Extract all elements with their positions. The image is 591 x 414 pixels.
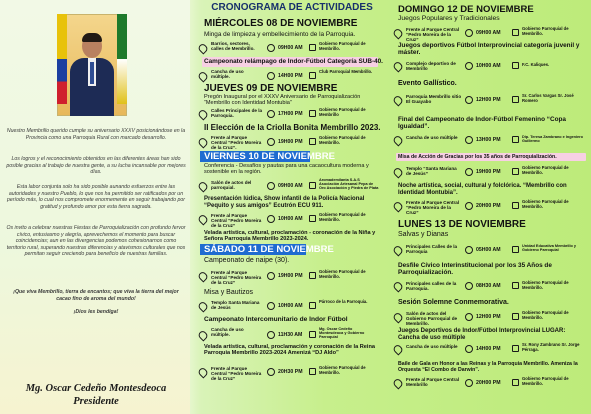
event-location: Parroquia Membrillo sitio El Guayabo bbox=[406, 94, 462, 105]
message-paragraph: Os invito a celebrar nuestras Fiestas de Parroquialización con profundo fervor cívico, entusiasmo y alegría, aprevechemos el momento para buscar coincidencias; aun en las divergencias podemos cohesionarnos como territorio rural, superando nuestras diferencias y atavismos culturales que nos permitan seguir creciendo para beneficio de nuestras familias. bbox=[6, 225, 186, 258]
organizer-icon bbox=[309, 72, 316, 79]
location-pin-icon bbox=[392, 377, 404, 389]
organizer-icon bbox=[512, 313, 519, 320]
event-location: Complejo deportivo de Membrillo bbox=[406, 61, 456, 72]
event-organizer: Club Parroquial Membrillo. bbox=[319, 69, 373, 74]
location-pin-icon bbox=[197, 136, 209, 148]
event-location: Templo “Santa Mariana de Jesús” bbox=[406, 166, 457, 177]
clock-icon bbox=[465, 379, 473, 387]
signature-name: Mg. Oscar Cedeño Montesdeoca bbox=[25, 383, 167, 394]
event-title: II Elección de la Criolla Bonita Membrillo 2023. bbox=[204, 123, 381, 132]
event-organizer: Párroco de la Parroquia. bbox=[319, 299, 368, 304]
organizer-icon bbox=[512, 246, 519, 253]
event-title: Campeonato de naipe (30). bbox=[204, 257, 290, 264]
clock-icon bbox=[267, 331, 275, 339]
clock-icon bbox=[267, 272, 275, 280]
event-location: Cancha de uso múltiple. bbox=[211, 327, 244, 338]
event-title: Final del Campeonato de Indor-Fútbol Femenino “Copa Igualdad”. bbox=[398, 116, 566, 130]
organizer-icon bbox=[309, 182, 316, 189]
location-pin-icon bbox=[197, 42, 209, 54]
day-heading: SÁBADO 11 DE NOVIEMBRE bbox=[204, 244, 334, 255]
location-pin-icon bbox=[197, 366, 209, 378]
organizer-icon bbox=[512, 29, 519, 36]
event-time: 10H00 AM bbox=[278, 303, 303, 309]
message-paragraph: Esta labor conjunta solo ha sido posible aunando esfuerzos entre las autoridades y nuestro Pueblo, lo que nos ha permitido ser ratificados por un período más, lo cual nos compromete enormemente en seguir trabajando por gratitud y profundo amor por esta tierra sagrada. bbox=[7, 184, 185, 210]
location-pin-icon bbox=[392, 244, 404, 256]
location-pin-icon bbox=[392, 200, 404, 212]
clock-icon bbox=[267, 138, 275, 146]
event-time: 19H00 PM bbox=[278, 139, 303, 145]
event-title: Misa y Bautizos bbox=[204, 289, 254, 296]
clock-icon bbox=[267, 44, 275, 52]
event-title: Pregón Inaugural por el XXXV Aniversario de Parroquialización “Membrillo con Identidad Montubia” bbox=[204, 94, 361, 107]
clock-icon bbox=[465, 345, 473, 353]
location-pin-icon bbox=[392, 134, 404, 146]
event-organizer: Gobierno Parroquial de Membrillo. bbox=[522, 165, 569, 175]
event-title: Noche artística, social, cultural y folclórica. “Membrillo con Identidad Montubia”. bbox=[398, 183, 567, 196]
event-time: 14H00 PM bbox=[278, 73, 303, 79]
event-organizer: Gobierno Parroquial de Membrillo. bbox=[319, 365, 366, 375]
event-title: Minga de limpieza y embellecimiento de la Parroquia. bbox=[204, 31, 356, 38]
event-time: 20H30 PM bbox=[278, 369, 303, 375]
blessing-line: ¡Dios les bendiga! bbox=[73, 309, 119, 315]
event-location: Frente al Parque Central “Pedro Moreira de la Cruz” bbox=[406, 27, 460, 43]
clock-icon bbox=[465, 62, 473, 70]
event-time: 13H00 PM bbox=[476, 137, 501, 143]
closing-paragraph: ¡Que viva Membrillo, tierra de encantos; que viva la tierra del mejor cacao fino de aroma del mundo! bbox=[13, 289, 179, 302]
event-time: 14H00 PM bbox=[476, 346, 501, 352]
location-pin-icon bbox=[392, 94, 404, 106]
event-location: Frente al Parque Central Membrillo bbox=[406, 377, 460, 388]
day-heading: VIERNES 10 DE NOVIEMBRE bbox=[204, 151, 335, 162]
event-organizer: Dip. Teresa Zambrano e Ingeniero Guillermo bbox=[522, 135, 583, 144]
flag-ecuador bbox=[57, 14, 67, 104]
clock-icon bbox=[465, 136, 473, 144]
clock-icon bbox=[465, 29, 473, 37]
location-pin-icon bbox=[392, 166, 404, 178]
clock-icon bbox=[465, 96, 473, 104]
event-organizer: Gobierno Parroquial de Membrillo. bbox=[319, 269, 366, 279]
schedule-column-b bbox=[392, 0, 588, 414]
page-title: CRONOGRAMA DE ACTIVIDADES bbox=[211, 2, 373, 13]
organizer-icon bbox=[512, 345, 519, 352]
event-time: 09H00 AM bbox=[476, 30, 501, 36]
event-organizer: Aromademilanta S.A.S Asociación Artesanal Pepa de Oro Asociación y Piedra de Plata bbox=[319, 178, 379, 191]
organizer-icon bbox=[309, 272, 316, 279]
event-organizer: Unidad Educativa Membrillo y Gobierno Parroquial bbox=[522, 244, 577, 253]
event-title: Conferencia - Desafíos y pautas para una cacaocultura moderna y sostenible en la región. bbox=[204, 163, 369, 176]
event-organizer: F.C. Kaliques. bbox=[522, 62, 550, 67]
event-title: Juegos Deportivos de Indor/Fútbol Interprovincial LUGAR: Cancha de uso múltiple bbox=[398, 328, 566, 341]
message-paragraph: Nuestro Membrillo querido cumple su aniversario XXXV posicionándose en la Provincia como una Parroquia Rural con marcado desarrollo. bbox=[6, 128, 186, 141]
event-time: 12H00 PM bbox=[476, 97, 501, 103]
event-location: Calles Principales de la Parroquia. bbox=[211, 108, 263, 119]
event-location: Principales calles de la Parroquia. bbox=[406, 281, 457, 292]
organizer-icon bbox=[512, 96, 519, 103]
clock-icon bbox=[267, 302, 275, 310]
location-pin-icon bbox=[197, 300, 209, 312]
location-pin-icon bbox=[197, 213, 209, 225]
event-organizer: Gobierno Parroquial de Membrillo. bbox=[319, 41, 366, 51]
organizer-icon bbox=[512, 62, 519, 69]
organizer-icon bbox=[512, 282, 519, 289]
event-organizer: Gobierno Parroquial de Membrillo. bbox=[522, 26, 569, 36]
organizer-icon bbox=[512, 202, 519, 209]
event-location: Salón de actos del parroquial. bbox=[211, 180, 252, 191]
clock-icon bbox=[465, 313, 473, 321]
clock-icon bbox=[267, 182, 275, 190]
location-pin-icon bbox=[197, 270, 209, 282]
event-title: Misa de Acción de Gracias por los 35 años de Parroquialización. bbox=[398, 154, 557, 160]
event-title: Sesión Solemne Conmemorativa. bbox=[398, 299, 509, 306]
event-title: Presentación lúdica, Show infantil de la Policía Nacional “Pequito y sus amigos” Ecutrón ECU 911. bbox=[204, 196, 365, 209]
organizer-icon bbox=[512, 136, 519, 143]
organizer-icon bbox=[309, 368, 316, 375]
event-location: Cancha de uso múltiple bbox=[406, 344, 458, 349]
event-location: Frente al Parque Central “Pedro Moreira de la Cruz” bbox=[211, 366, 262, 382]
clock-icon bbox=[267, 110, 275, 118]
president-message-panel bbox=[0, 0, 190, 414]
event-time: 20H00 PM bbox=[476, 203, 501, 209]
event-time: 10H00 AM bbox=[476, 63, 501, 69]
location-pin-icon bbox=[197, 108, 209, 120]
event-location: Cancha de uso múltiple. bbox=[211, 69, 244, 80]
event-location: Salón de actos del Gobierno Parroquial de Membrillo. bbox=[406, 311, 458, 327]
event-organizer: Gobierno Parroquial de Membrillo. bbox=[319, 212, 366, 222]
clock-icon bbox=[267, 215, 275, 223]
event-location: Frente al Parque Central “Pedro Moreira de la Cruz” bbox=[211, 213, 262, 229]
event-location: Principales Calles de la Parroquia bbox=[406, 244, 458, 255]
event-location: Barrios, sectores, calles de Membrillo. bbox=[211, 41, 255, 52]
schedule-column-a bbox=[196, 0, 384, 414]
organizer-icon bbox=[309, 302, 316, 309]
day-heading: JUEVES 09 DE NOVIEMBRE bbox=[204, 83, 338, 94]
organizer-icon bbox=[512, 379, 519, 386]
clock-icon bbox=[465, 168, 473, 176]
location-pin-icon bbox=[392, 343, 404, 355]
event-location: Frente al Parque Central “Pedro Moreira de la Cruz”. bbox=[211, 135, 262, 151]
event-organizer: Sr. Carlos Vargas Sr. José Romero bbox=[522, 93, 574, 103]
event-title: Velada artística, cultural, proclamación - coronación de la Niña y Señora Parroquia Membrillo 2023-2024. bbox=[204, 230, 376, 243]
event-time: 19H00 PM bbox=[476, 169, 501, 175]
event-time: 08H30 AM bbox=[476, 283, 501, 289]
organizer-icon bbox=[309, 331, 316, 338]
location-pin-icon bbox=[197, 329, 209, 341]
event-title: Salvas y Dianas bbox=[398, 231, 449, 238]
event-time: 05H00 AM bbox=[476, 247, 501, 253]
day-heading: DOMINGO 12 DE NOVIEMBRE bbox=[398, 4, 534, 15]
event-time: 12H00 PM bbox=[476, 314, 501, 320]
event-location: Templo Santa Mariana de Jesús bbox=[211, 300, 260, 311]
location-pin-icon bbox=[392, 27, 404, 39]
event-title: Campeonato Intercomunitario de Indor Fútbol bbox=[204, 316, 348, 323]
organizer-icon bbox=[309, 138, 316, 145]
event-time: 09H00 AM bbox=[278, 45, 303, 51]
location-pin-icon bbox=[197, 180, 209, 192]
event-time: 20H00 PM bbox=[476, 380, 501, 386]
event-organizer: Gobierno Parroquial de Membrillo. bbox=[319, 135, 366, 145]
organizer-icon bbox=[309, 215, 316, 222]
event-title: Velada artística, cultural, proclamación y coronación de la Reina Parroquia Membrillo 2023-2024 Amenizá “DJ Aldo” bbox=[204, 344, 375, 357]
clock-icon bbox=[267, 368, 275, 376]
flag-manabi bbox=[117, 14, 127, 104]
event-title: Desfile Cívico Interinstitucional por los 35 Años de Parroquialización. bbox=[398, 262, 552, 276]
clock-icon bbox=[465, 282, 473, 290]
event-title: Evento Gallístico. bbox=[398, 80, 457, 87]
event-organizer: Mg. Oscar Cedeño Montesdeoca y Gobierno Parroquial bbox=[319, 327, 365, 340]
clock-icon bbox=[465, 246, 473, 254]
location-pin-icon bbox=[197, 70, 209, 82]
event-time: 17H00 PM bbox=[278, 111, 303, 117]
event-location: Cancha de uso múltiple bbox=[406, 135, 458, 140]
event-time: 11H30 AM bbox=[278, 332, 303, 338]
clock-icon bbox=[465, 202, 473, 210]
day-heading: MIÉRCOLES 08 DE NOVIEMBRE bbox=[204, 18, 358, 29]
location-pin-icon bbox=[392, 60, 404, 72]
event-time: 09H00 AM bbox=[278, 183, 303, 189]
event-location: Frente al Parque Central “Pedro Moreira de la Cruz” bbox=[211, 270, 262, 286]
event-organizer: Gobierno Parroquial de Membrillo. bbox=[522, 199, 569, 209]
event-organizer: Gobierno Parroquial de Membrillo. bbox=[522, 280, 569, 290]
event-organizer: Gobierno Parroquial de Membrillo bbox=[319, 107, 366, 117]
event-organizer: Gobierno Parroquial de Membrillo. bbox=[522, 376, 569, 386]
event-title: Baile de Gala en Honor a las Reinas y la Parroquia Membrillo. Ameniza la Orquesta “El Combo de Darwin”. bbox=[398, 361, 578, 373]
organizer-icon bbox=[309, 44, 316, 51]
event-organizer: Gobierno Parroquial de Membrillo. bbox=[522, 310, 569, 320]
event-location: Frente al Parque Central “Pedro Moreira de la Cruz” bbox=[406, 200, 460, 216]
clock-icon bbox=[267, 72, 275, 80]
location-pin-icon bbox=[392, 280, 404, 292]
organizer-icon bbox=[309, 110, 316, 117]
location-pin-icon bbox=[392, 311, 404, 323]
message-paragraph: Los logros y el reconocimiento obtenidos en las diferentes áreas han sido posible gracias al trabajo de nuestra gente, a su lucha incansable por mejores días. bbox=[6, 156, 186, 176]
organizer-icon bbox=[512, 168, 519, 175]
event-time: 19H00 PM bbox=[278, 273, 303, 279]
event-title: Juegos Populares y Tradicionales bbox=[398, 15, 500, 22]
event-time: 10H00 AM bbox=[278, 216, 303, 222]
event-title: Campeonato relámpago de Indor-Fútbol Categoría SUB-40. bbox=[204, 58, 383, 65]
event-title: Juegos deportivos Fútbol Interprovincial categoría juvenil y máster. bbox=[398, 42, 580, 56]
signature-role: Presidente bbox=[73, 396, 119, 407]
day-heading: LUNES 13 DE NOVIEMBRE bbox=[398, 219, 526, 230]
event-organizer: Sr. Rony Zambrano Sr. Jorge Pérraga. bbox=[522, 342, 580, 352]
